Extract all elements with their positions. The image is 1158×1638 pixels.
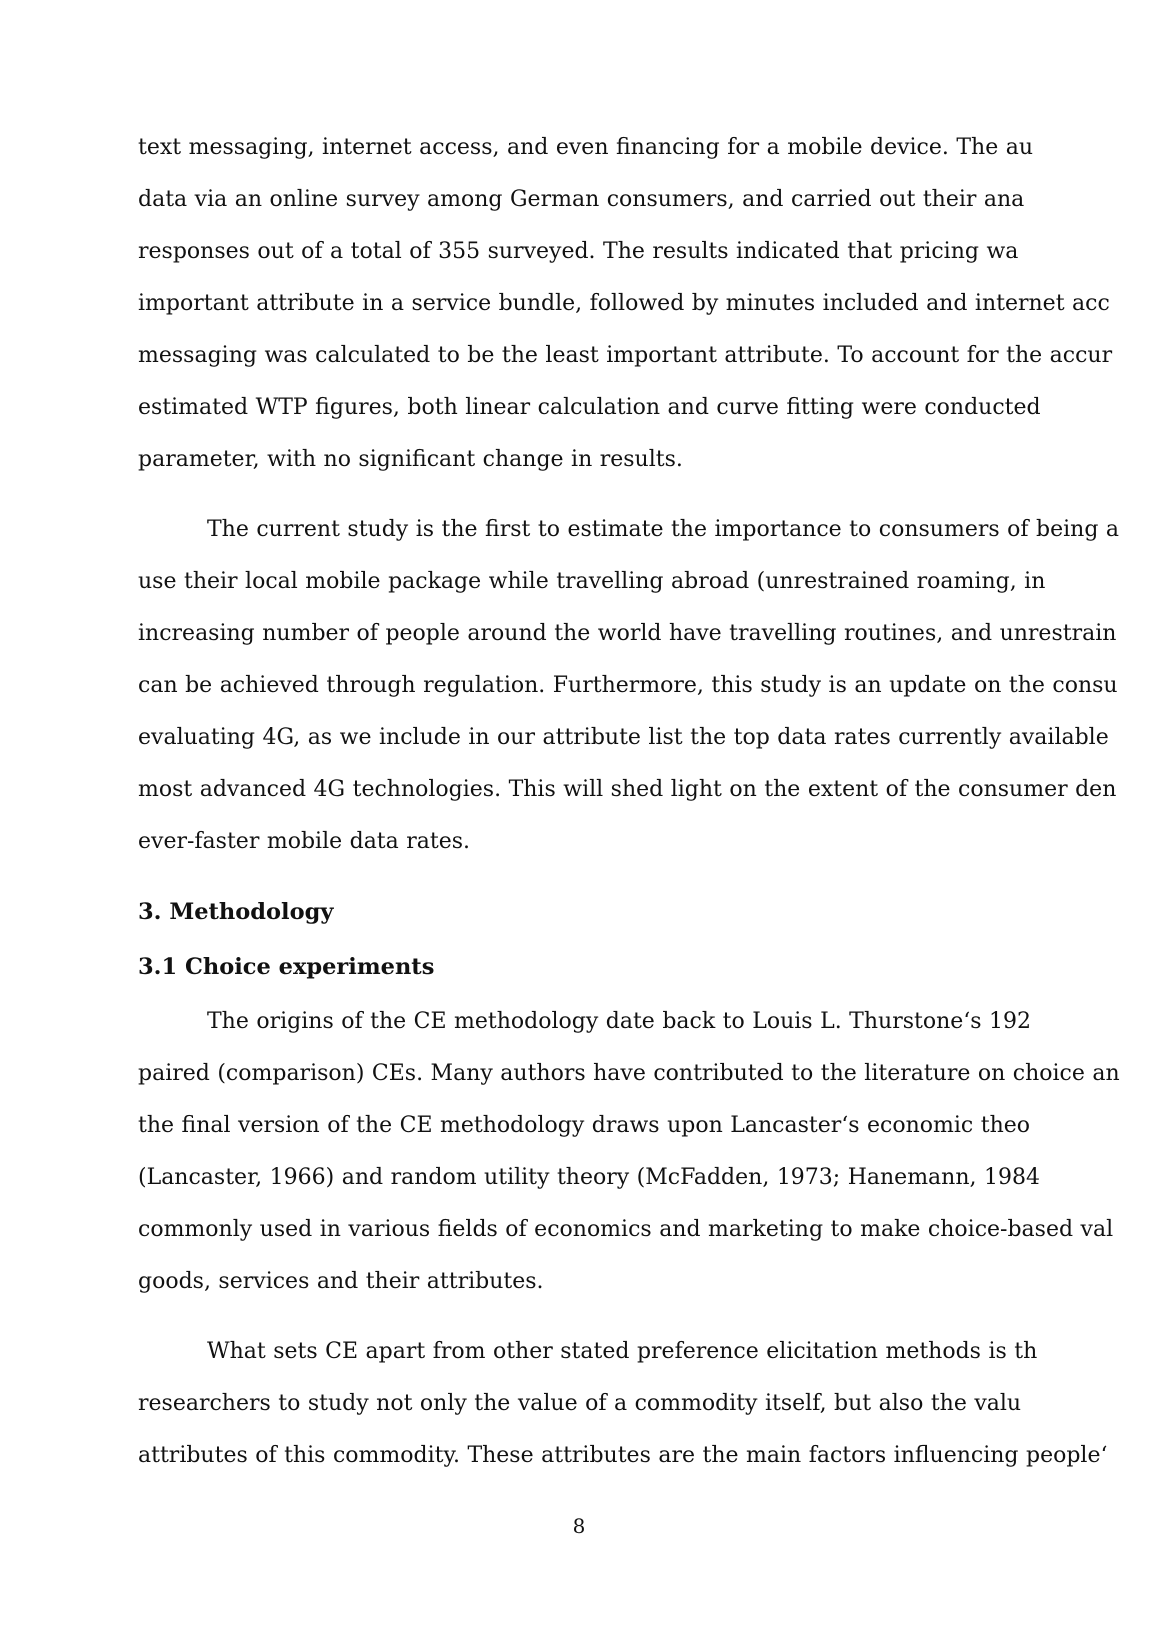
text-line: ever-faster mobile data rates. — [138, 829, 471, 854]
text-line: responses out of a total of 355 surveyed. The results indicated that pricing wa — [138, 239, 1019, 264]
text-line: data via an online survey among German consumers, and carried out their ana — [138, 187, 1025, 212]
text-line: The current study is the first to estimate the importance to consumers of being a — [207, 517, 1120, 542]
text-line: paired (comparison) CEs. Many authors have contributed to the literature on choice an — [138, 1061, 1120, 1086]
text-line: attributes of this commodity. These attributes are the main factors influencing people‘ — [138, 1443, 1108, 1468]
text-line: text messaging, internet access, and even financing for a mobile device. The au — [138, 135, 1034, 160]
text-line: important attribute in a service bundle, followed by minutes included and internet acc — [138, 291, 1110, 316]
text-line: researchers to study not only the value of a commodity itself, but also the valu — [138, 1391, 1022, 1416]
text-line: (Lancaster, 1966) and random utility theory (McFadden, 1973; Hanemann, 1984 — [138, 1165, 1040, 1190]
text-line: What sets CE apart from other stated preference elicitation methods is th — [207, 1339, 1038, 1364]
subsection-heading: 3.1 Choice experiments — [138, 954, 435, 980]
text-line: can be achieved through regulation. Furthermore, this study is an update on the consu — [138, 673, 1118, 698]
text-line: parameter, with no significant change in results. — [138, 447, 683, 472]
text-line: increasing number of people around the world have travelling routines, and unrestrain — [138, 621, 1117, 646]
text-line: estimated WTP figures, both linear calculation and curve fitting were conducted — [138, 395, 1041, 420]
page-number: 8 — [572, 1514, 586, 1538]
text-line: the final version of the CE methodology draws upon Lancaster‘s economic theo — [138, 1113, 1030, 1138]
text-line: messaging was calculated to be the least important attribute. To account for the accur — [138, 343, 1113, 368]
text-line: goods, services and their attributes. — [138, 1269, 544, 1294]
section-heading: 3. Methodology — [138, 899, 334, 925]
text-line: commonly used in various fields of economics and marketing to make choice-based val — [138, 1217, 1114, 1242]
text-line: evaluating 4G, as we include in our attribute list the top data rates currently available — [138, 725, 1109, 750]
text-line: most advanced 4G technologies. This will shed light on the extent of the consumer den — [138, 777, 1117, 802]
text-line: The origins of the CE methodology date back to Louis L. Thurstone‘s 192 — [207, 1009, 1032, 1034]
text-line: use their local mobile package while travelling abroad (unrestrained roaming, in — [138, 569, 1046, 594]
